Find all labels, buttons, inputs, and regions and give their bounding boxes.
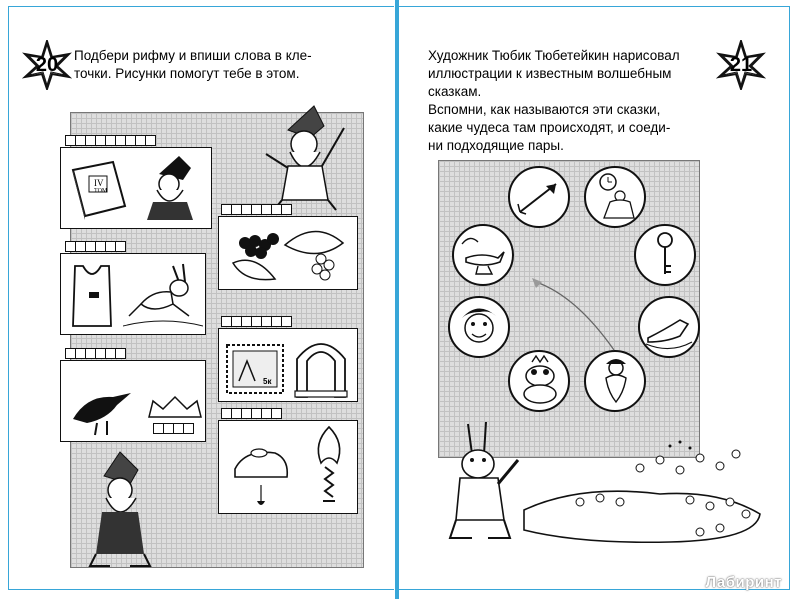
crow-icon — [67, 375, 147, 437]
instruction-line: какие чудеса там происходят, и соеди- — [428, 120, 671, 135]
instruction-line: точки. Рисунки помогут тебе в этом. — [74, 66, 300, 81]
sitting-gnome-icon — [86, 450, 156, 570]
card-book-gnome — [60, 147, 212, 229]
genie-icon — [586, 352, 644, 410]
card-braid — [218, 420, 358, 514]
circle-boy[interactable] — [448, 296, 510, 358]
circle-frog[interactable] — [508, 350, 570, 412]
book-volume-label: IV ТОМ — [94, 178, 108, 194]
instruction-line: Вспомни, как называются эти сказки, — [428, 102, 661, 117]
left-instruction — [74, 47, 364, 83]
postage-stamp-icon — [225, 343, 285, 395]
lamp-icon — [454, 226, 512, 284]
boy-icon — [450, 298, 508, 356]
answer-cells[interactable] — [65, 241, 125, 252]
flower-bed-icon — [520, 440, 770, 550]
connecting-line — [530, 276, 620, 356]
instruction-line: иллюстрации к известным волшебным — [428, 66, 672, 81]
frog-icon — [510, 352, 568, 410]
instruction-line: сказкам. — [428, 84, 482, 99]
answer-cells[interactable] — [221, 204, 291, 215]
key-icon — [636, 226, 694, 284]
stamp-value: 5к — [263, 377, 272, 386]
page-number: 21 — [729, 54, 753, 76]
answer-cells[interactable] — [65, 348, 125, 359]
instruction-line: Подбери рифму и впиши слова в кле- — [74, 48, 312, 63]
instruction-line: Художник Тюбик Тюбетейкин нарисовал — [428, 48, 680, 63]
answer-cells[interactable] — [65, 135, 155, 146]
slipper-icon — [640, 298, 698, 356]
page-number-badge-right — [716, 40, 766, 90]
arrow-icon — [510, 168, 568, 226]
braid-icon — [307, 423, 351, 511]
clock-princess-icon — [586, 168, 644, 226]
circle-key[interactable] — [634, 224, 696, 286]
right-instruction — [428, 47, 700, 155]
circle-lamp[interactable] — [452, 224, 514, 286]
gnome-icon — [139, 152, 205, 224]
card-crow-crown — [60, 360, 206, 442]
tank-top-icon — [67, 262, 117, 330]
card-shirt-hare — [60, 253, 206, 335]
answer-cells[interactable] — [221, 316, 291, 327]
circle-genie[interactable] — [584, 350, 646, 412]
page-number-badge-left — [22, 40, 72, 90]
circle-clock-princess[interactable] — [584, 166, 646, 228]
card-stamp-arch — [218, 328, 358, 402]
circle-arrow[interactable] — [508, 166, 570, 228]
card-berries — [218, 216, 358, 290]
arch-icon — [291, 335, 351, 399]
answer-cells[interactable] — [221, 408, 281, 419]
waving-gnome-icon — [258, 102, 358, 212]
hare-icon — [123, 260, 203, 330]
watermark: Лабиринт — [705, 574, 782, 591]
crown-icon — [147, 393, 203, 421]
berries-icon — [225, 223, 353, 285]
page-number: 20 — [35, 54, 59, 76]
instruction-line: ни подходящие пары. — [428, 138, 564, 153]
answer-cells[interactable] — [153, 423, 193, 434]
bunny-artist-icon — [442, 420, 522, 542]
kettle-icon — [225, 429, 295, 509]
circle-slipper[interactable] — [638, 296, 700, 358]
